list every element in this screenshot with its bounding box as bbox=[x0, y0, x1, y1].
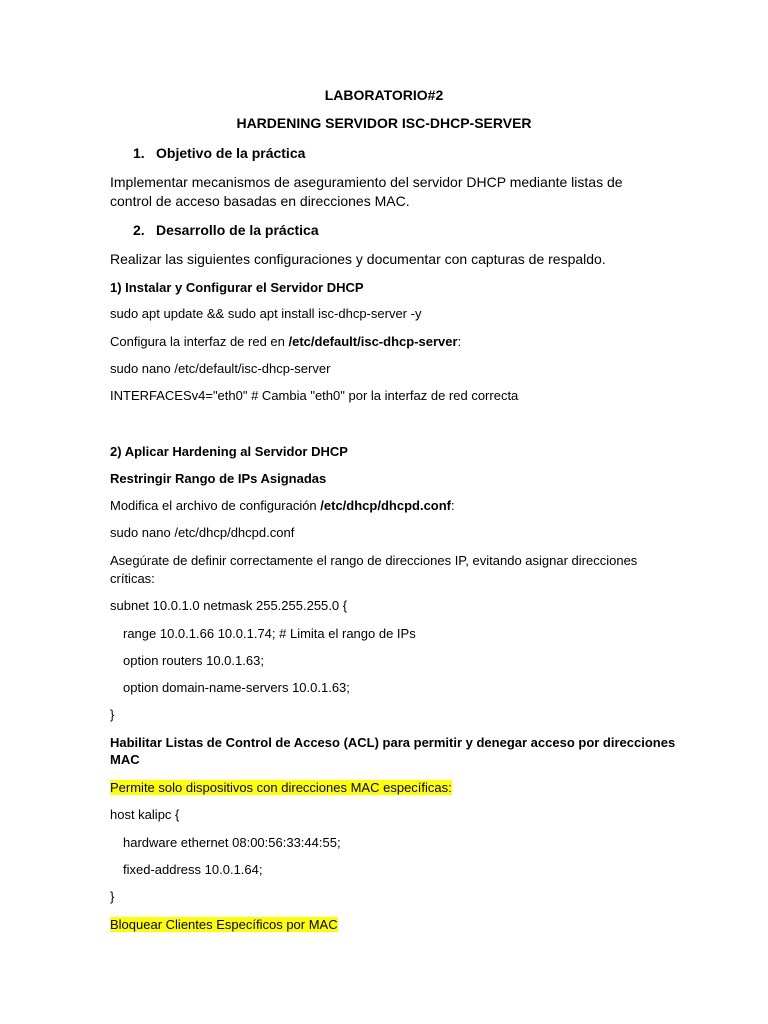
highlighted-text: Bloquear Clientes Específicos por MAC bbox=[110, 917, 338, 932]
step-1-config-instruction: Configura la interfaz de red en /etc/default/isc-dhcp-server: bbox=[110, 334, 462, 349]
step-1-command-install: sudo apt update && sudo apt install isc-dhcp-server -y bbox=[110, 306, 422, 321]
step-2-subheading-range: Restringir Rango de IPs Asignadas bbox=[110, 471, 327, 486]
section-1-paragraph-line-1: Implementar mecanismos de aseguramiento del servidor DHCP mediante listas de bbox=[110, 174, 623, 190]
step-1-title: 1) Instalar y Configurar el Servidor DHCP bbox=[110, 280, 364, 295]
acl-allow-note bbox=[110, 780, 452, 796]
step-1-interfaces-line: INTERFACESv4="eth0" # Cambia "eth0" por la interfaz de red correcta bbox=[110, 388, 519, 403]
acl-block-note bbox=[110, 917, 338, 933]
code-hardware-ethernet: hardware ethernet 08:00:56:33:44:55; bbox=[123, 835, 341, 850]
section-2-title: Desarrollo de la práctica bbox=[156, 222, 319, 238]
document-title: LABORATORIO#2 bbox=[324, 87, 444, 103]
highlighted-text: Permite solo dispositivos con direcciones MAC específicas: bbox=[110, 780, 452, 795]
step-2-modify-instruction: Modifica el archivo de configuración /etc/dhcp/dhcpd.conf: bbox=[110, 498, 455, 513]
code-option-routers: option routers 10.0.1.63; bbox=[123, 653, 264, 668]
code-range: range 10.0.1.66 10.0.1.74; # Limita el rango de IPs bbox=[123, 626, 416, 641]
section-2-heading bbox=[133, 222, 319, 239]
section-1-paragraph-line-2: control de acceso basadas en direcciones MAC. bbox=[110, 193, 410, 209]
section-2-paragraph: Realizar las siguientes configuraciones y documentar con capturas de respaldo. bbox=[110, 251, 606, 267]
step-2-paragraph-line-2: críticas: bbox=[110, 571, 155, 586]
section-1-number: 1. bbox=[133, 145, 145, 161]
document-subtitle: HARDENING SERVIDOR ISC-DHCP-SERVER bbox=[236, 115, 532, 131]
acl-heading-line-2: MAC bbox=[110, 752, 140, 767]
code-option-dns: option domain-name-servers 10.0.1.63; bbox=[123, 680, 350, 695]
code-host-open: host kalipc { bbox=[110, 807, 180, 822]
code-fixed-address: fixed-address 10.0.1.64; bbox=[123, 862, 263, 877]
step-2-title: 2) Aplicar Hardening al Servidor DHCP bbox=[110, 444, 348, 459]
step-2-command-nano: sudo nano /etc/dhcp/dhcpd.conf bbox=[110, 525, 295, 540]
config-path: /etc/default/isc-dhcp-server bbox=[288, 334, 458, 349]
code-host-close: } bbox=[110, 889, 115, 904]
acl-heading-line-1: Habilitar Listas de Control de Acceso (ACL) para permitir y denegar acceso por direcciones bbox=[110, 735, 676, 750]
code-subnet-close: } bbox=[110, 707, 115, 722]
section-1-heading bbox=[133, 145, 305, 162]
section-2-number: 2. bbox=[133, 222, 145, 238]
dhcpd-conf-path: /etc/dhcp/dhcpd.conf bbox=[320, 498, 452, 513]
step-2-paragraph-line-1: Asegúrate de definir correctamente el rango de direcciones IP, evitando asignar direcciones bbox=[110, 553, 638, 568]
step-1-command-nano: sudo nano /etc/default/isc-dhcp-server bbox=[110, 361, 331, 376]
section-1-title: Objetivo de la práctica bbox=[156, 145, 306, 161]
code-subnet-open: subnet 10.0.1.0 netmask 255.255.255.0 { bbox=[110, 598, 348, 613]
